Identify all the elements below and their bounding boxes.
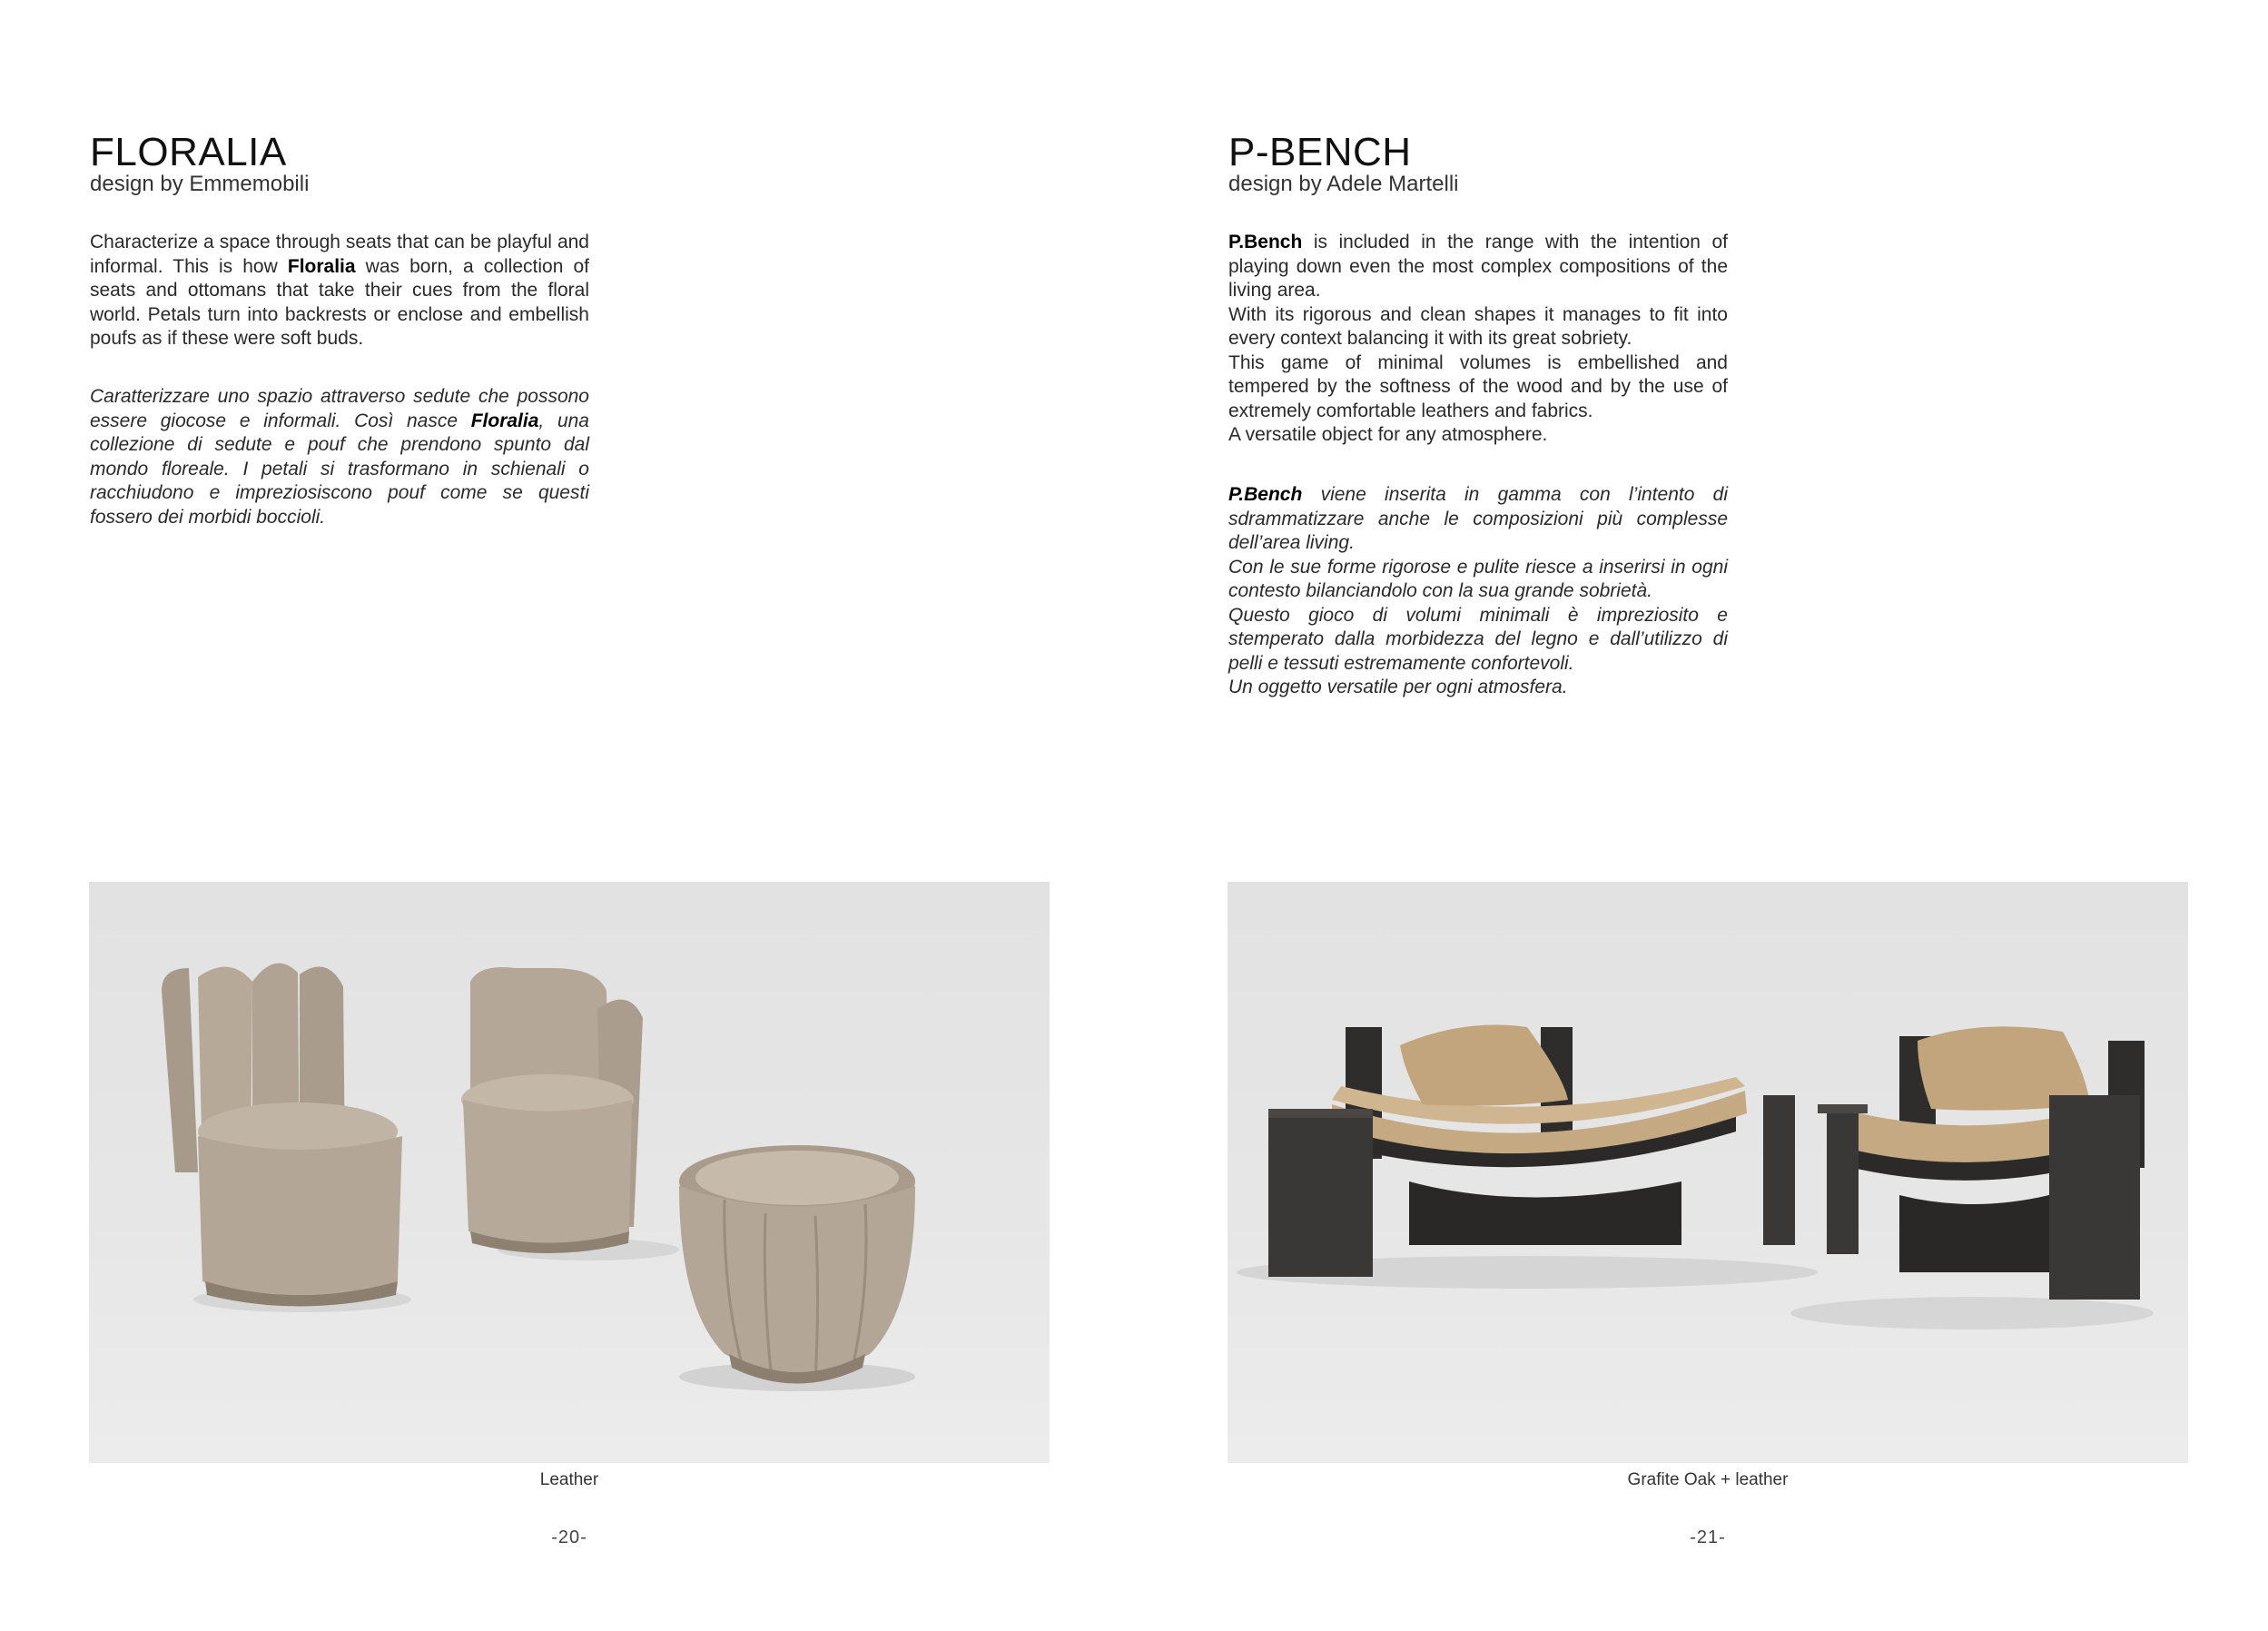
pbench-armchair xyxy=(1818,1026,2145,1300)
product-title: FLORALIA xyxy=(90,130,287,174)
floralia-armchair-middle xyxy=(461,967,643,1253)
page-number: -20- xyxy=(551,1527,587,1547)
text-run: With its rigorous and clean shapes it manages to fit into every context balancing it with its great sobriety. xyxy=(1228,303,1728,349)
text-run: is included in the range with the intention of playing down even the most complex compositions of the living area. xyxy=(1228,232,1728,301)
text-run: A versatile object for any atmosphere. xyxy=(1228,424,1548,445)
product-name-bold: P.Bench xyxy=(1228,484,1303,505)
text-run: Con le sue forme rigorose e pulite riesce a inserirsi in ogni contesto bilanciandolo con la sua grande sobrietà. xyxy=(1228,556,1728,601)
product-name-bold: Floralia xyxy=(287,255,356,277)
product-name-bold: Floralia xyxy=(470,410,539,431)
product-title: P-BENCH xyxy=(1228,130,1412,174)
text-run: Caratterizzare uno spazio attraverso sedute che possono essere giocose e informali. Così nasce xyxy=(90,386,589,431)
floralia-pouf xyxy=(679,1145,915,1384)
description-english xyxy=(1228,231,1728,448)
text-run: Un oggetto versatile per ogni atmosfera. xyxy=(1228,677,1568,697)
floralia-product-photo xyxy=(89,882,1050,1463)
description-english xyxy=(90,231,589,351)
photo-caption: Grafite Oak + leather xyxy=(1627,1470,1789,1489)
text-run: , una collezione di sedute e pouf che prendono spunto dal mondo floreale. I petali si trasformano in schienali o racchiudono e impreziosiscono pouf come se questi fossero dei morbidi boccioli. xyxy=(90,410,589,528)
text-run: Questo gioco di volumi minimali è impreziosito e stemperato dalla morbidezza del legno e dall’utilizzo di pelli e tessuti estremamente confortevoli. xyxy=(1228,604,1728,674)
text-run: Characterize a space through seats that can be playful and informal. This is how xyxy=(90,232,589,277)
designer-credit: design by Emmemobili xyxy=(90,172,310,196)
pbench-sofa xyxy=(1268,1025,1795,1278)
floralia-armchair-left xyxy=(162,964,402,1307)
photo-caption: Leather xyxy=(539,1470,599,1489)
product-name-bold: P.Bench xyxy=(1228,232,1303,252)
floralia-chairs-illustration xyxy=(89,882,1050,1463)
designer-credit: design by Adele Martelli xyxy=(1228,172,1459,196)
pbench-product-photo xyxy=(1228,882,2188,1463)
text-run: was born, a collection of seats and ottomans that take their cues from the floral world. Petals turn into backrests or enclose and embellish poufs as if these were soft buds. xyxy=(90,255,589,349)
description-italian xyxy=(1228,483,1728,700)
pbench-furniture-illustration xyxy=(1228,882,2188,1463)
description-italian xyxy=(90,385,589,529)
page-right xyxy=(1134,0,2268,1631)
text-run: This game of minimal volumes is embellished and tempered by the softness of the wood and by the use of extremely comfortable leathers and fabrics. xyxy=(1228,351,1728,421)
text-run: viene inserita in gamma con l’intento di sdrammatizzare anche le composizioni più complesse dell’area living. xyxy=(1228,484,1728,553)
page-number: -21- xyxy=(1690,1527,1726,1547)
